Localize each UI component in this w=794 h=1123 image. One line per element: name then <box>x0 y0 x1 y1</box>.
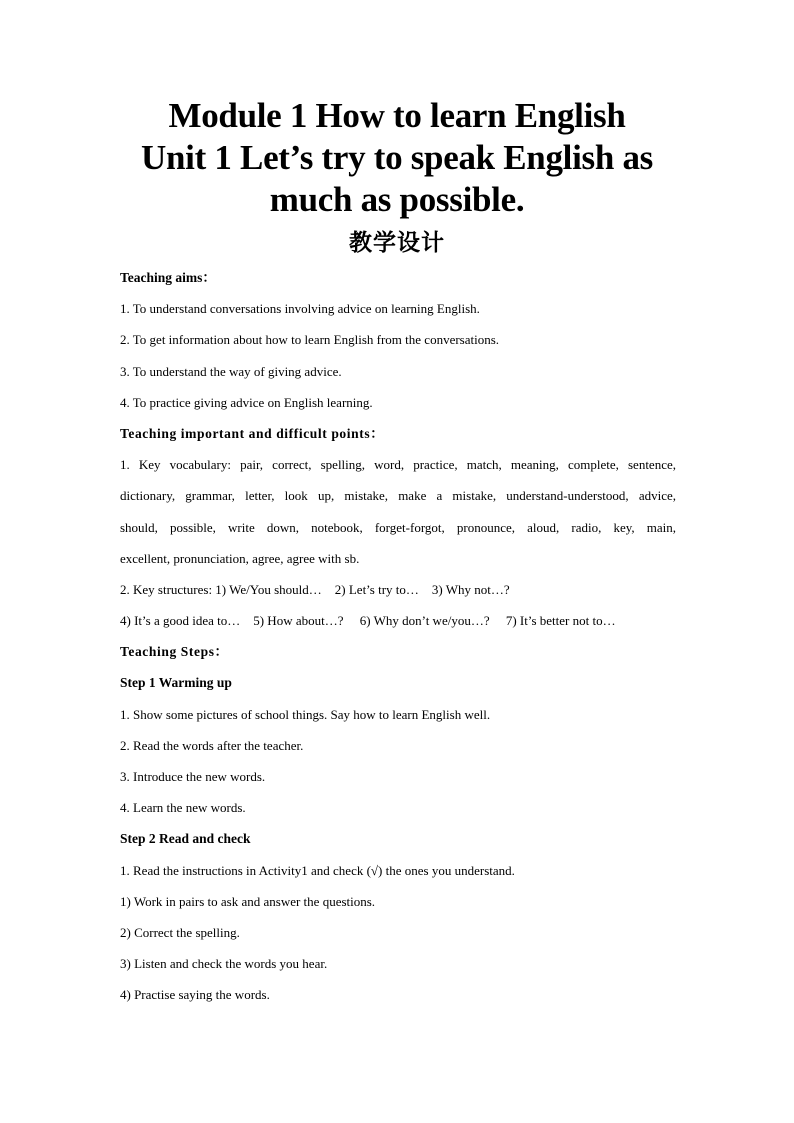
step2-item: 2) Correct the spelling. <box>120 924 240 940</box>
chinese-subtitle: 教学设计 <box>349 230 445 256</box>
step2-item: 4) Practise saying the words. <box>120 987 270 1003</box>
aim-item: 3. To understand the way of giving advice. <box>120 363 342 379</box>
step2-item: 3) Listen and check the words you hear. <box>120 956 328 972</box>
teaching-steps-heading: Teaching Steps： <box>120 644 229 660</box>
step1-item: 2. Read the words after the teacher. <box>120 737 304 753</box>
key-vocabulary-line: 1. Key vocabulary: pair, correct, spelling, word, practice, match, meaning, complete, sentence, <box>120 457 676 473</box>
step1-title: Step 1 Warming up <box>120 675 232 691</box>
step1-item: 3. Introduce the new words. <box>120 769 266 784</box>
key-structures-line: 2. Key structures: 1) We/You should… 2) Let’s try to… 3) Why not…? <box>120 581 510 597</box>
aim-item: 2. To get information about how to learn English from the conversations. <box>120 332 500 348</box>
step2-item: 1. Read the instructions in Activity1 and check (√) the ones you understand. <box>120 862 515 878</box>
lesson-content <box>120 262 676 1011</box>
key-vocabulary-line: should, possible, write down, notebook, forget-forgot, pronounce, aloud, radio, key, main, <box>120 519 676 535</box>
step2-item: 1) Work in pairs to ask and answer the questions. <box>120 893 376 909</box>
aim-item: 1. To understand conversations involving advice on learning English. <box>120 301 480 317</box>
key-structures-line: 4) It’s a good idea to… 5) How about…? 6) Why don’t we/you…? 7) It’s better not to… <box>120 613 616 629</box>
unit-title-continued: much as possible. <box>269 180 525 219</box>
title-block <box>0 95 794 263</box>
unit-title: Unit 1 Let’s try to speak English as <box>141 138 653 177</box>
aim-item: 4. To practice giving advice on English learning. <box>120 394 373 410</box>
module-title: Module 1 How to learn English <box>168 96 626 135</box>
important-points-heading: Teaching important and difficult points： <box>120 425 385 441</box>
step1-item: 1. Show some pictures of school things. Say how to learn English well. <box>120 706 491 722</box>
key-vocabulary-line: dictionary, grammar, letter, look up, mistake, make a mistake, understand-understood, advice, <box>120 488 676 504</box>
step2-title: Step 2 Read and check <box>120 831 251 847</box>
key-vocabulary-line: excellent, pronunciation, agree, agree with sb. <box>120 550 360 566</box>
teaching-aims-heading: Teaching aims： <box>120 270 216 285</box>
step1-item: 4. Learn the new words. <box>120 800 246 816</box>
